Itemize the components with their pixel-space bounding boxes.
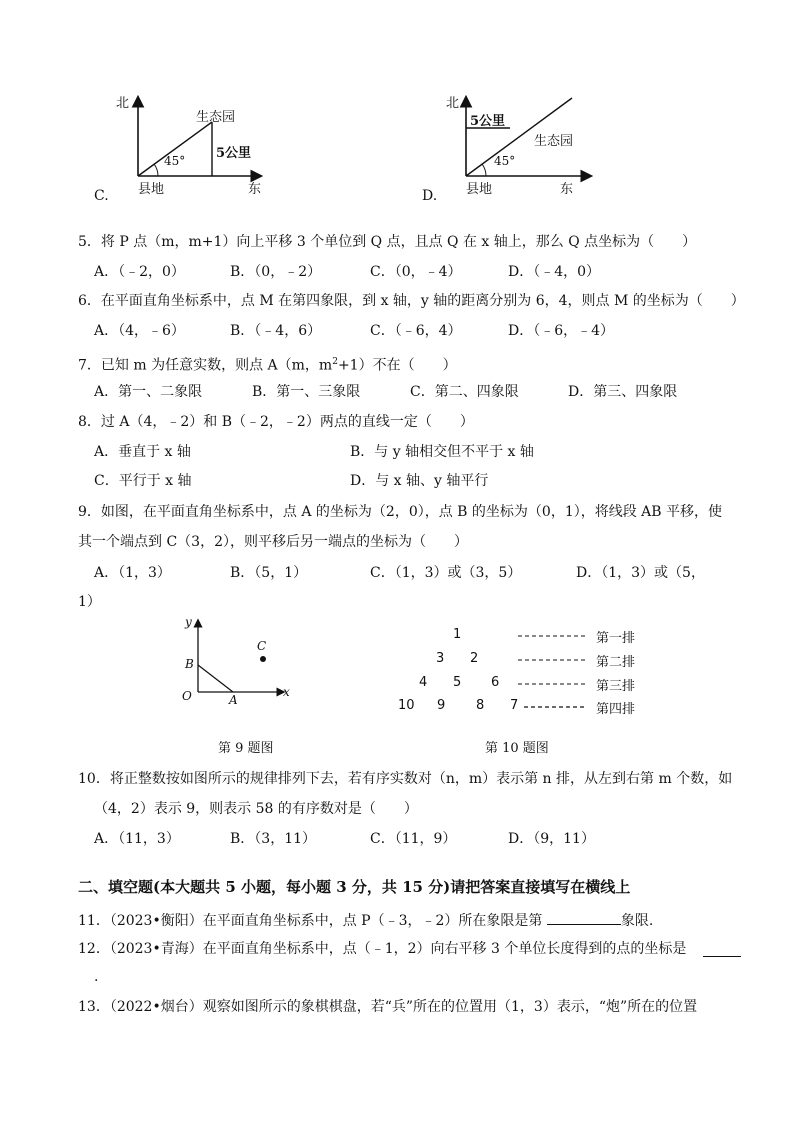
- question-9-option-b: B．（5，1）: [230, 565, 308, 581]
- figure-10-caption: 第 10 题图: [485, 741, 549, 756]
- figure-10-row-label: 第一排: [596, 631, 636, 646]
- section-2-title: 二、填空题(本大题共 5 小题，每小题 3 分，共 15 分)请把答案直接填写在横线上: [78, 878, 631, 896]
- figure-10-number: 4: [419, 675, 428, 690]
- question-8-option-a: A．垂直于 x 轴: [94, 444, 191, 460]
- question-11-tail: 象限.: [620, 913, 654, 929]
- figure-10-number: 1: [453, 627, 462, 642]
- question-5-option-c: C．（0，﹣4）: [370, 264, 462, 280]
- question-10-stem-line-2: （4，2）表示 9，则表示 58 的有序数对是（ ）: [94, 801, 418, 817]
- figure-d: [420, 92, 620, 207]
- figure-9-caption: 第 9 题图: [218, 741, 274, 756]
- question-9-option-a: A．（1，3）: [94, 565, 171, 581]
- figure-9-y-label: y: [185, 615, 192, 629]
- figure-10: [390, 625, 660, 725]
- figure-10-row-label: 第二排: [596, 655, 636, 670]
- figure-9-point-a: A: [229, 693, 238, 707]
- figure-d-angle: 45°: [494, 154, 516, 168]
- figure-d-letter: D.: [422, 188, 438, 204]
- question-7-option-c: C．第二、四象限: [410, 384, 519, 400]
- question-11-answer-blank[interactable]: [547, 910, 621, 925]
- figure-d-distance: 5公里: [470, 114, 506, 129]
- figure-10-row-label: 第四排: [596, 702, 636, 717]
- question-7-option-d: D．第三、四象限: [568, 384, 678, 400]
- question-9-option-c: C．（1，3）或（3，5）: [370, 565, 522, 581]
- question-7-option-a: A．第一、二象限: [94, 384, 203, 400]
- figure-c-distance: 5公里: [216, 146, 252, 161]
- question-11-stem: 11．（2023•衡阳）在平面直角坐标系中，点 P（﹣3，﹣2）所在象限是第: [78, 913, 543, 929]
- question-6-option-c: C．（﹣6，4）: [370, 323, 462, 339]
- figure-d-park: 生态园: [534, 134, 574, 149]
- question-7-stem: [78, 353, 457, 375]
- figure-c: [92, 92, 282, 207]
- figure-d-north: 北: [446, 96, 460, 111]
- figure-d-origin: 县地: [466, 182, 493, 197]
- question-5-option-d: D．（﹣4，0）: [508, 264, 601, 280]
- question-8-option-d: D．与 x 轴、y 轴平行: [350, 473, 489, 489]
- question-12-stem: 12．（2023•青海）在平面直角坐标系中，点（﹣1，2）向右平移 3 个单位长度得到的点的坐标是: [78, 941, 687, 957]
- question-8-stem: 8．过 A（4，﹣2）和 B（﹣2，﹣2）两点的直线一定（ ）: [78, 414, 474, 430]
- question-9-option-d: D．（1，3）或（5，: [576, 565, 705, 581]
- question-12-stem-row: [78, 940, 686, 958]
- question-10-option-c: C．（11，9）: [370, 831, 457, 847]
- figure-c-park: 生态园: [196, 110, 236, 125]
- question-6-option-b: B．（﹣4，6）: [230, 323, 322, 339]
- question-8-option-c: C．平行于 x 轴: [94, 473, 192, 489]
- figure-c-letter: C.: [94, 188, 109, 204]
- figure-9-point-b: B: [185, 657, 194, 671]
- question-12-tail: .: [94, 969, 99, 985]
- question-7-stem-post: +1）不在（ ）: [337, 357, 457, 374]
- figure-d-east: 东: [560, 182, 574, 197]
- figure-c-north: 北: [116, 96, 130, 111]
- figure-10-number: 9: [437, 698, 446, 713]
- question-7-stem-sup: 2: [332, 357, 338, 367]
- question-6-option-d: D．（﹣6，﹣4）: [508, 323, 615, 339]
- question-10-option-d: D．（9，11）: [508, 831, 595, 847]
- question-7-stem-pre: 7．已知 m 为任意实数，则点 A（m，m: [78, 357, 333, 374]
- question-13-stem: 13．（2022•烟台）观察如图所示的象棋棋盘，若“兵”所在的位置用（1，3）表示，“炮”所在的位置: [78, 999, 698, 1015]
- question-5-stem: 5．将 P 点（m，m+1）向上平移 3 个单位到 Q 点，且点 Q 在 x 轴上，那么 Q 点坐标为（ ）: [78, 234, 697, 250]
- figure-9-x-label: x: [283, 685, 290, 699]
- question-10-option-b: B．（3，11）: [230, 831, 317, 847]
- figure-c-angle: 45°: [164, 154, 186, 168]
- question-5-option-a: A．（﹣2，0）: [94, 264, 185, 280]
- question-11: [78, 910, 653, 930]
- figure-10-number: 10: [398, 698, 415, 713]
- question-7-option-b: B．第一、三象限: [252, 384, 361, 400]
- question-10-stem-line-1: 10．将正整数按如图所示的规律排列下去，若有序实数对（n，m）表示第 n 排，从左到右第 m 个数，如: [78, 771, 733, 787]
- question-6-option-a: A．（4，﹣6）: [94, 323, 185, 339]
- question-9-stem-line-2: 其一个端点到 C（3，2），则平移后另一端点的坐标为（ ）: [78, 534, 468, 550]
- figure-10-number: 6: [491, 675, 500, 690]
- figure-10-number: 5: [453, 675, 462, 690]
- question-9-option-wrap: 1）: [78, 594, 101, 610]
- figure-10-number: 2: [470, 651, 479, 666]
- question-5-option-b: B．（0，﹣2）: [230, 264, 322, 280]
- figure-9-diagram: [175, 615, 305, 715]
- figure-c-east: 东: [248, 182, 262, 197]
- figure-10-number: 7: [510, 698, 519, 713]
- question-12-answer-blank[interactable]: [703, 942, 741, 957]
- figure-10-number: 3: [436, 651, 445, 666]
- figure-9-point-c: C: [257, 639, 267, 653]
- question-9-stem-line-1: 9．如图，在平面直角坐标系中，点 A 的坐标为（2，0），点 B 的坐标为（0，1），将线段 AB 平移，使: [78, 504, 723, 520]
- figure-c-origin: 县地: [138, 182, 165, 197]
- figure-9-origin: O: [182, 689, 192, 703]
- figure-10-number: 8: [476, 698, 485, 713]
- question-8-option-b: B．与 y 轴相交但不平于 x 轴: [350, 444, 534, 460]
- question-6-stem: 6．在平面直角坐标系中，点 M 在第四象限，到 x 轴，y 轴的距离分别为 6，4，则点 M 的坐标为（ ）: [78, 293, 745, 309]
- figure-10-row-label: 第三排: [596, 679, 636, 694]
- figure-9: [175, 615, 305, 715]
- question-10-option-a: A．（11，3）: [94, 831, 180, 847]
